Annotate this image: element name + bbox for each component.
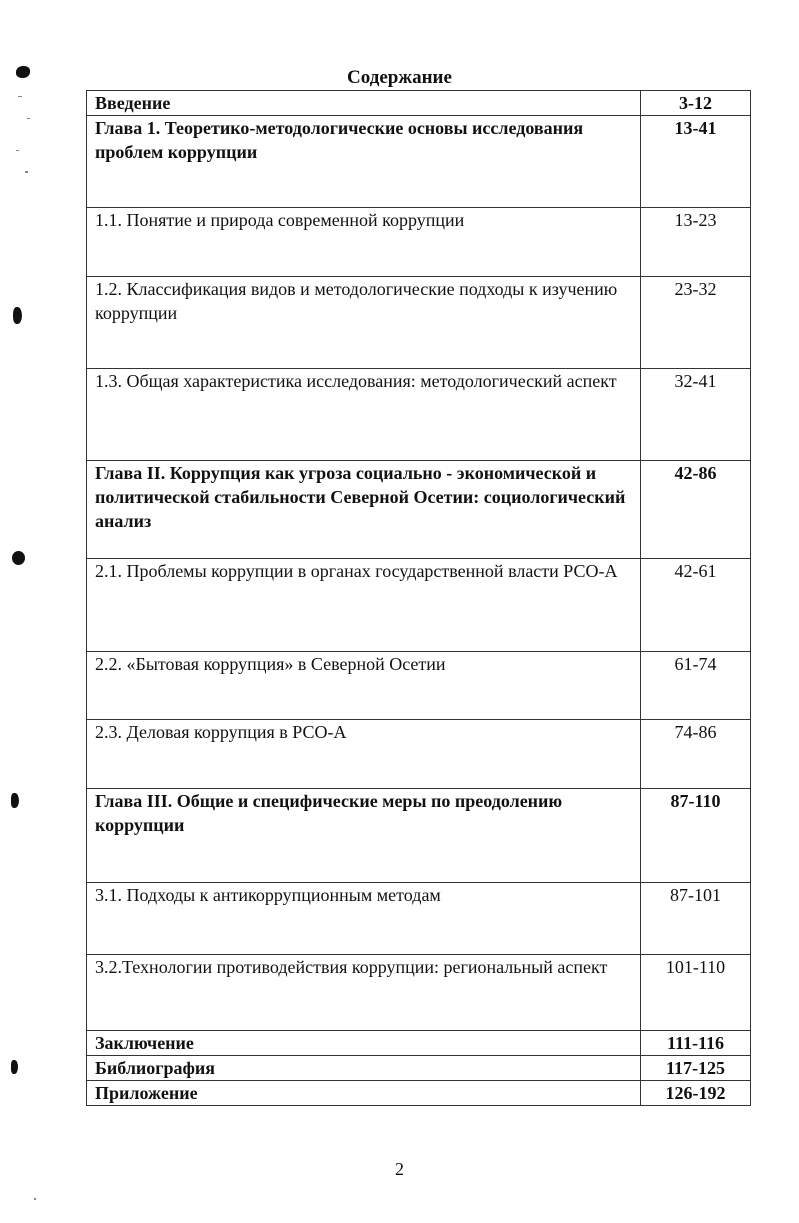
toc-row bbox=[87, 277, 751, 369]
scan-speck bbox=[16, 150, 19, 151]
toc-entry-title: 2.2. «Бытовая коррупция» в Северной Осетии bbox=[87, 652, 641, 720]
scan-mark bbox=[11, 793, 19, 808]
toc-row bbox=[87, 461, 751, 559]
toc-entry-title: 2.1. Проблемы коррупции в органах государственной власти РСО-А bbox=[87, 559, 641, 652]
toc-entry-title: 3.1. Подходы к антикоррупционным методам bbox=[87, 883, 641, 955]
page-title: Содержание bbox=[347, 67, 452, 88]
toc-entry-pages: 87-101 bbox=[641, 883, 751, 955]
toc-row bbox=[87, 652, 751, 720]
toc-entry-title: 2.3. Деловая коррупция в РСО-А bbox=[87, 720, 641, 789]
toc-entry-title: Глава II. Коррупция как угроза социально - экономической и политической стабильности Северной Осетии: социологический анализ bbox=[87, 461, 641, 559]
toc-entry-pages: 87-110 bbox=[641, 789, 751, 883]
toc-entry-pages: 42-86 bbox=[641, 461, 751, 559]
toc-entry-pages: 111-116 bbox=[641, 1031, 751, 1056]
toc-entry-pages: 23-32 bbox=[641, 277, 751, 369]
toc-entry-pages: 13-41 bbox=[641, 116, 751, 208]
scan-speck bbox=[25, 171, 28, 173]
toc-entry-title: 1.2. Классификация видов и методологические подходы к изучению коррупции bbox=[87, 277, 641, 369]
scan-speck bbox=[27, 118, 30, 119]
toc-row bbox=[87, 720, 751, 789]
toc-entry-pages: 101-110 bbox=[641, 955, 751, 1031]
toc-row bbox=[87, 955, 751, 1031]
toc-entry-pages: 126-192 bbox=[641, 1081, 751, 1106]
toc-row bbox=[87, 91, 751, 116]
table-of-contents bbox=[86, 90, 751, 1106]
toc-row bbox=[87, 1081, 751, 1106]
page-number: 2 bbox=[395, 1159, 404, 1179]
toc-entry-title: Библиография bbox=[87, 1056, 641, 1081]
toc-entry-title: Глава III. Общие и специфические меры по преодолению коррупции bbox=[87, 789, 641, 883]
toc-row bbox=[87, 559, 751, 652]
toc-row bbox=[87, 208, 751, 277]
toc-row bbox=[87, 116, 751, 208]
toc-entry-pages: 3-12 bbox=[641, 91, 751, 116]
toc-entry-title: Приложение bbox=[87, 1081, 641, 1106]
toc-row bbox=[87, 1031, 751, 1056]
scan-mark bbox=[11, 1060, 18, 1074]
scan-mark bbox=[12, 551, 25, 565]
scan-speck bbox=[18, 96, 22, 97]
toc-row bbox=[87, 1056, 751, 1081]
toc-row bbox=[87, 789, 751, 883]
toc-row bbox=[87, 883, 751, 955]
toc-entry-pages: 74-86 bbox=[641, 720, 751, 789]
toc-entry-pages: 42-61 bbox=[641, 559, 751, 652]
toc-entry-title: 3.2.Технологии противодействия коррупции: региональный аспект bbox=[87, 955, 641, 1031]
toc-entry-pages: 61-74 bbox=[641, 652, 751, 720]
scan-mark bbox=[13, 307, 22, 324]
toc-row bbox=[87, 369, 751, 461]
toc-entry-pages: 13-23 bbox=[641, 208, 751, 277]
scan-speck bbox=[34, 1198, 36, 1200]
toc-entry-pages: 117-125 bbox=[641, 1056, 751, 1081]
toc-entry-pages: 32-41 bbox=[641, 369, 751, 461]
toc-entry-title: Глава 1. Теоретико-методологические основы исследования проблем коррупции bbox=[87, 116, 641, 208]
toc-entry-title: Заключение bbox=[87, 1031, 641, 1056]
toc-entry-title: 1.3. Общая характеристика исследования: методологический аспект bbox=[87, 369, 641, 461]
toc-entry-title: 1.1. Понятие и природа современной коррупции bbox=[87, 208, 641, 277]
toc-entry-title: Введение bbox=[87, 91, 641, 116]
